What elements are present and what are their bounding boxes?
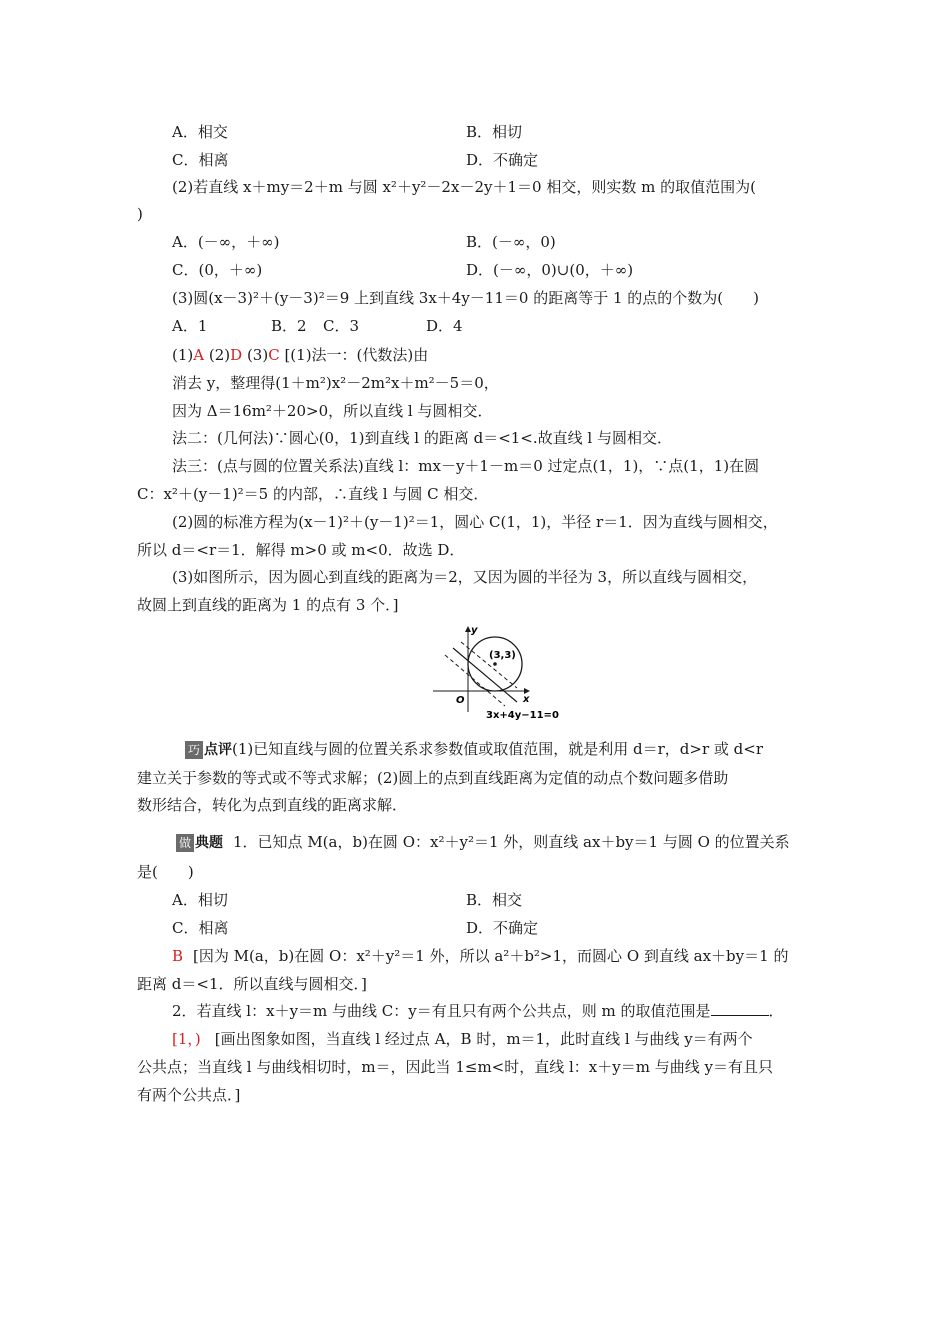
q3-option-a: A．1 — [172, 317, 208, 335]
practice-q2-solution-text: [画出图象如图，当直线 l 经过点 A，B 时，m＝1，此时直线 l 与曲线 y＝有两个 — [214, 1030, 753, 1048]
q1-option-b: B．相切 — [466, 123, 523, 141]
q2-option-d: D．(－∞，0)∪(0，＋∞) — [466, 261, 634, 279]
answer-blank — [711, 1001, 769, 1016]
q3-option-c: C．3 — [323, 317, 360, 335]
answers-line — [172, 345, 428, 365]
answer-2: D — [230, 346, 243, 364]
solution-intro: [(1)法一：(代数法)由 — [284, 346, 429, 364]
answer-1-prefix: (1) — [172, 346, 194, 364]
q1-option-c: C．相离 — [172, 151, 229, 169]
answer-1: A — [193, 346, 205, 364]
solution-line: C：x²＋(y－1)²＝5 的内部，∴直线 l 与圆 C 相交． — [137, 485, 489, 503]
q1-option-d: D．不确定 — [466, 151, 539, 169]
answer-3: C — [268, 346, 280, 364]
practice-q2-text: 2．若直线 l：x＋y＝m 与曲线 C：y＝有且只有两个公共点，则 m 的取值范围是 — [172, 1002, 711, 1020]
practice-badge-title: 典题 — [195, 835, 224, 851]
comment-line-1 — [185, 739, 763, 760]
practice-q2-answer: [1，) — [172, 1030, 201, 1048]
q2-option-c: C．(0，＋∞) — [172, 261, 263, 279]
answer-3-prefix: (3) — [246, 346, 269, 364]
practice-q1-option-c: C．相离 — [172, 919, 229, 937]
q3-stem: (3)圆(x－3)²＋(y－3)²＝9 上到直线 3x＋4y－11＝0 的距离等于 1 的点的个数为( ) — [172, 289, 759, 307]
practice-badge: 做 — [176, 834, 194, 852]
practice-q1-solution — [172, 946, 788, 966]
center-point — [493, 662, 497, 666]
line-label: 3x+4y−11=0 — [486, 710, 559, 721]
comment-badge: 巧 — [185, 741, 203, 759]
q3-option-d: D．4 — [426, 317, 463, 335]
practice-q2-solution-2: 公共点；当直线 l 与曲线相切时，m＝，因此当 1≤m<时，直线 l：x＋y＝m 与曲线 y＝有且只 — [137, 1058, 773, 1076]
solution-line: 因为 Δ＝16m²＋20>0，所以直线 l 与圆相交． — [172, 402, 493, 420]
dashed-line — [461, 642, 517, 688]
comment-text: (1)已知直线与圆的位置关系求参数值或取值范围，就是利用 d＝r，d>r 或 d<r — [232, 740, 764, 758]
practice-q2-solution — [172, 1029, 753, 1049]
solution-line: 故圆上到直线的距离为 1 的点有 3 个．] — [137, 596, 399, 614]
solution-line: (3)如图所示，因为圆心到直线的距离为＝2，又因为圆的半径为 3，所以直线与圆相交， — [172, 568, 758, 586]
practice-q1-solution-2: 距离 d＝<1．所以直线与圆相交．] — [137, 975, 367, 993]
comment-line-3: 数形结合，转化为点到直线的距离求解． — [137, 796, 408, 814]
y-label: y — [471, 625, 478, 636]
q2-option-a: A．(－∞，＋∞) — [172, 233, 280, 251]
practice-q1-option-b: B．相交 — [466, 891, 523, 909]
center-label: (3,3) — [489, 650, 516, 661]
answer-2-prefix: (2) — [208, 346, 231, 364]
solution-line: 消去 y，整理得(1＋m²)x²－2m²x＋m²－5＝0， — [172, 374, 499, 392]
solution-line: 法三：(点与圆的位置关系法)直线 l：mx－y＋1－m＝0 过定点(1，1)，∵点(1，1)在圆 — [172, 457, 760, 475]
circle-line-figure — [425, 622, 570, 722]
solution-line: (2)圆的标准方程为(x－1)²＋(y－1)²＝1，圆心 C(1，1)，半径 r＝1．因为直线与圆相交， — [172, 513, 778, 531]
x-label: x — [523, 694, 530, 705]
practice-q1-line-2: 是( ) — [137, 863, 194, 881]
practice-q1-line-1 — [176, 832, 790, 853]
practice-q2-solution-3: 有两个公共点．] — [137, 1086, 241, 1104]
q1-option-a: A．相交 — [172, 123, 228, 141]
comment-badge-title: 点评 — [204, 742, 233, 758]
practice-q1-option-a: A．相切 — [172, 891, 228, 909]
practice-q1-option-d: D．不确定 — [466, 919, 539, 937]
practice-q1-solution-text: [因为 M(a，b)在圆 O：x²＋y²＝1 外，所以 a²＋b²>1，而圆心 O 到直线 ax＋by＝1 的 — [193, 947, 789, 965]
origin-label: O — [456, 695, 465, 706]
q2-option-b: B．(－∞，0) — [466, 233, 556, 251]
q2-stem-close: ) — [137, 205, 143, 223]
practice-q2-end: ． — [768, 1002, 784, 1020]
practice-q1-stem: 1．已知点 M(a，b)在圆 O：x²＋y²＝1 外，则直线 ax＋by＝1 与圆 O 的位置关系 — [233, 833, 790, 851]
comment-line-2: 建立关于参数的等式或不等式求解；(2)圆上的点到直线距离为定值的动点个数问题多借助 — [137, 769, 729, 787]
solution-line: 所以 d＝<r＝1．解得 m>0 或 m<0．故选 D． — [137, 541, 465, 559]
q3-option-b: B．2 — [271, 317, 307, 335]
practice-q1-answer: B — [172, 947, 184, 965]
q2-stem: (2)若直线 x＋my＝2＋m 与圆 x²＋y²－2x－2y＋1＝0 相交，则实数 m 的取值范围为( — [172, 178, 756, 196]
solution-line: 法二：(几何法)∵圆心(0，1)到直线 l 的距离 d＝<1<.故直线 l 与圆相交． — [172, 429, 672, 447]
practice-q2-stem — [172, 1001, 784, 1021]
